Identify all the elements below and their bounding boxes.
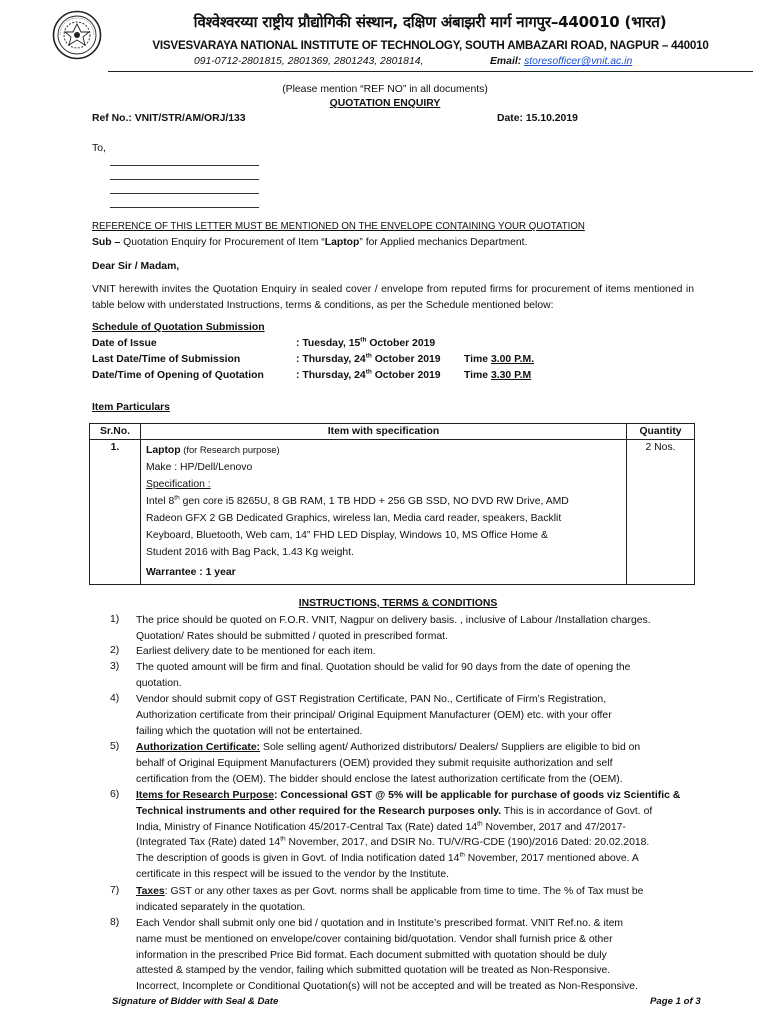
spec-ordinal: th <box>174 494 180 502</box>
instruction-line: (Integrated Tax (Rate) dated 14 <box>136 837 281 849</box>
issue-date-label: Date of Issue <box>92 338 157 349</box>
list-number: 5) <box>110 741 120 752</box>
instruction-line: certification from the (OEM). The bidder should enclose the latest authorization certificate from the (OEM). <box>136 773 623 785</box>
list-number: 3) <box>110 661 120 672</box>
instruction-line: : GST or any other taxes as per Govt. norms shall be applicable from time to time. The % of Tax must be <box>164 886 644 897</box>
item-spec-line: Student 2016 with Bag Pack, 1.43 Kg weight. <box>145 547 354 558</box>
instruction-line: information in the prescribed Price Bid format. Each document submitted with quotation should be duly <box>136 949 607 961</box>
item-spec-line: Radeon GFX 2 GB Dedicated Graphics, wireless lan, Media card reader, speakers, Backlit <box>145 513 562 524</box>
instruction-line: November, 2017 and 47/2017- <box>482 821 626 833</box>
subject-item: Laptop <box>324 237 360 248</box>
opening-date-label: Date/Time of Opening of Quotation <box>92 370 264 381</box>
subject-text-end: ” for Applied mechanics Department. <box>359 237 528 248</box>
opening-time <box>464 370 531 381</box>
intro-paragraph: VNIT herewith invites the Quotation Enquiry in sealed cover / envelope from reputed firms for procurement of items mentioned in table below with understated Instructions, terms & conditions, as per the Schedule mentioned below: <box>92 284 694 311</box>
instruction-line: failing which the quotation will not be entertained. <box>136 725 363 737</box>
submission-time <box>464 354 534 365</box>
item-make: Make : HP/Dell/Lenovo <box>145 462 253 473</box>
address-line <box>110 179 259 180</box>
ordinal: th <box>477 820 483 828</box>
item-warranty: Warrantee : 1 year <box>145 567 236 578</box>
instruction-heading: Authorization Certificate: <box>136 742 261 753</box>
subject-text: Quotation Enquiry for Procurement of Item “ <box>120 237 325 248</box>
instruction-item <box>136 660 708 692</box>
instruction-item <box>136 613 708 645</box>
instruction-line: certificate in this respect will be issued to the vendor by the Institute. <box>136 868 450 880</box>
instruction-line: behalf of Original Equipment Manufacturers (OEM) provided they submit requisite authorization and self <box>136 757 613 769</box>
instruction-line: November, 2017, and DSIR No. TU/V/RG-CDE (190)/2016 Dated: 20.02.2018. <box>285 837 650 849</box>
instruction-line: Earliest delivery date to be mentioned for each item. <box>136 646 376 657</box>
reference-number: Ref No.: VNIT/STR/AM/ORJ/133 <box>92 113 246 124</box>
subject-prefix: Sub – <box>92 237 121 248</box>
document-heading: QUOTATION ENQUIRY <box>329 98 441 109</box>
opening-date-value <box>296 370 441 381</box>
schedule-title: Schedule of Quotation Submission <box>92 322 265 333</box>
header-divider <box>108 71 753 72</box>
spec-text: gen core i5 8265U, 8 GB RAM, 1 TB HDD + 256 GB SSD, NO DVD RW Drive, AMD <box>179 496 569 507</box>
address-line <box>110 207 259 208</box>
instruction-heading: Items for Research Purpose <box>136 790 275 801</box>
issue-day: : Tuesday, 15 <box>296 338 361 349</box>
list-number: 7) <box>110 885 120 896</box>
to-label: To, <box>92 143 106 154</box>
opening-day: : Thursday, 24 <box>296 370 366 381</box>
list-number: 4) <box>110 693 120 704</box>
instruction-heading: Taxes <box>136 886 165 897</box>
instruction-line: The quoted amount will be firm and final. Quotation should be valid for 90 days from the date of opening the <box>136 662 631 673</box>
cell-quantity: 2 Nos. <box>627 440 695 585</box>
instruction-line: Vendor should submit copy of GST Registration Certificate, PAN No., Certificate of Firm’s Registration, <box>136 694 607 705</box>
opening-time-label: Time <box>464 370 491 381</box>
item-name: Laptop <box>145 445 181 456</box>
instruction-item <box>136 644 708 660</box>
address-line <box>110 193 259 194</box>
reference-instruction: REFERENCE OF THIS LETTER MUST BE MENTIONED ON THE ENVELOPE CONTAINING YOUR QUOTATION <box>92 221 585 232</box>
ordinal: th <box>280 835 286 843</box>
instruction-item <box>136 884 708 916</box>
list-number: 6) <box>110 789 120 800</box>
ordinal: th <box>459 851 465 859</box>
submission-ordinal: th <box>365 352 372 360</box>
instruction-line: The price should be quoted on F.O.R. VNIT, Nagpur on delivery basis. , inclusive of Labour /Installation charges. <box>136 615 651 626</box>
issue-date-value <box>296 338 435 349</box>
issue-ordinal: th <box>360 336 367 344</box>
instruction-line: indicated separately in the quotation. <box>136 901 306 913</box>
signature-footer: Signature of Bidder with Seal & Date <box>112 996 279 1007</box>
submission-time-label: Time <box>464 354 491 365</box>
instruction-line: Each Vendor shall submit only one bid / quotation and in Institute’s prescribed format. VNIT Ref.no. & item <box>136 918 624 929</box>
opening-ordinal: th <box>365 368 372 376</box>
instruction-line: India, Ministry of Finance Notification 45/2017-Central Tax (Rate) dated 14 <box>136 821 478 833</box>
opening-month: October 2019 <box>371 370 441 381</box>
instruction-line: Sole selling agent/ Authorized distributors/ Dealers/ Suppliers are eligible to bid on <box>260 742 641 753</box>
cell-srno: 1. <box>90 440 141 585</box>
instruction-item <box>136 740 708 787</box>
institute-name-hindi: विश्वेश्वरय्या राष्ट्रीय प्रौद्योगिकी संस्थान, दक्षिण अंबाझरी मार्ग नागपुर–440010 (भारत) <box>193 13 667 31</box>
submission-time-value: 3.00 P.M. <box>490 354 535 365</box>
item-spec-label: Specification : <box>145 479 211 490</box>
subject-line <box>92 237 527 248</box>
instruction-line: The description of goods is given in Govt. of India notification dated 14 <box>136 853 460 865</box>
cell-item-spec <box>140 440 626 585</box>
item-particulars-title: Item Particulars <box>92 402 170 413</box>
address-line <box>110 165 259 166</box>
instruction-line: Authorization certificate from their principal/ Original Equipment Manufacturer (OEM) etc. with your offer <box>136 709 612 721</box>
instruction-line: This is in accordance of Govt. of <box>501 805 653 817</box>
email-label: Email: <box>490 56 522 67</box>
email-link[interactable]: storesofficer@vnit.ac.in <box>524 56 633 67</box>
submission-day: : Thursday, 24 <box>296 354 366 365</box>
item-spec-line <box>146 493 621 510</box>
page-number: Page 1 of 3 <box>650 996 701 1007</box>
column-header-srno: Sr.No. <box>90 424 141 440</box>
document-date: Date: 15.10.2019 <box>497 113 578 124</box>
list-number: 1) <box>110 614 120 625</box>
submission-month: October 2019 <box>371 354 441 365</box>
column-header-item: Item with specification <box>140 424 626 440</box>
instruction-bold-text: Technical instruments and other required for the Research purposes only. <box>136 805 502 817</box>
item-spec-line: Keyboard, Bluetooth, Web cam, 14” FHD LED Display, Windows 10, MS Office Home & <box>145 530 548 541</box>
item-table <box>89 423 695 585</box>
issue-month: October 2019 <box>366 338 436 349</box>
instruction-line: quotation. <box>136 677 182 689</box>
ref-mention-note: (Please mention “REF NO” in all documents) <box>282 84 488 95</box>
instructions-title: INSTRUCTIONS, TERMS & CONDITIONS <box>298 598 498 609</box>
instruction-line: Incorrect, Incomplete or Conditional Quotation(s) will not be accepted and will be treated as Non-Responsive. <box>136 981 638 993</box>
instruction-item <box>136 788 708 883</box>
submission-date-label: Last Date/Time of Submission <box>92 354 241 365</box>
instruction-item <box>136 692 708 739</box>
opening-time-value: 3.30 P.M <box>490 370 532 381</box>
instruction-item <box>136 916 708 995</box>
column-header-quantity: Quantity <box>627 424 695 440</box>
table-row <box>90 440 695 585</box>
item-note: (for Research purpose) <box>180 444 280 455</box>
instruction-bold-text: : Concessional GST @ 5% will be applicable for purchase of goods viz Scientific & <box>274 790 681 801</box>
table-header-row <box>90 424 695 440</box>
submission-date-value <box>296 354 441 365</box>
list-number: 2) <box>110 645 120 656</box>
institute-seal-icon <box>52 10 102 60</box>
salutation: Dear Sir / Madam, <box>92 261 180 272</box>
list-number: 8) <box>110 917 120 928</box>
instruction-line: name must be mentioned on envelope/cover containing bid/quotation. Vendor shall furnish price & other <box>136 933 613 945</box>
institute-name-english: VISVESVARAYA NATIONAL INSTITUTE OF TECHNOLOGY, SOUTH AMBAZARI ROAD, NAGPUR – 440010 <box>152 39 709 52</box>
instruction-line: November, 2017 mentioned above. A <box>464 853 639 865</box>
instruction-line: attested & stamped by the vendor, failing which submitted quotation will be treated as Non-Responsive. <box>136 965 611 977</box>
spec-text: Intel 8 <box>145 496 175 507</box>
instruction-line: Quotation/ Rates should be submitted / quoted in prescribed format. <box>136 630 448 642</box>
email-block <box>490 56 632 67</box>
phone-numbers: 091-0712-2801815, 2801369, 2801243, 2801814, <box>194 56 424 67</box>
